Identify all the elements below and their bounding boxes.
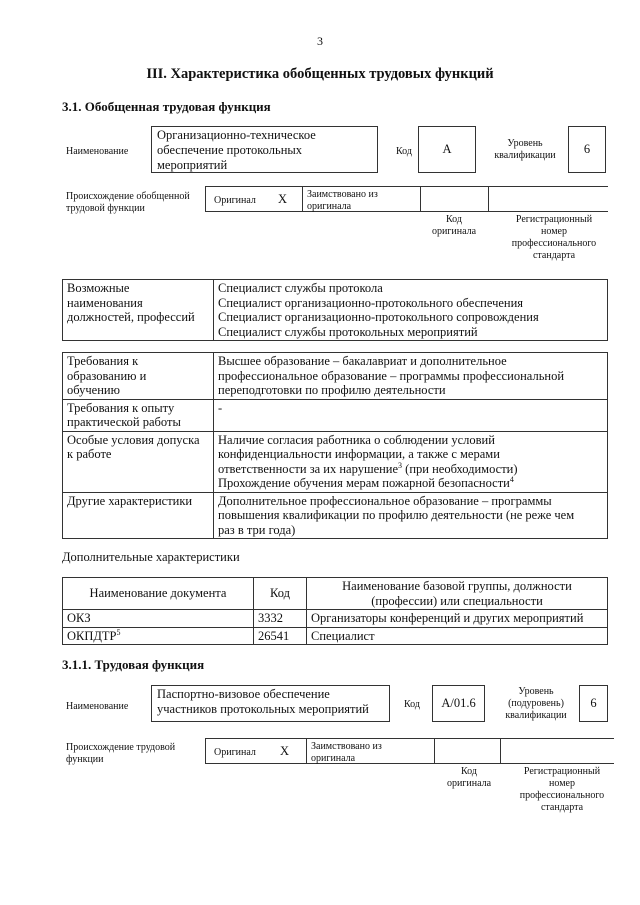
req-value-line: переподготовки по профилю деятельности <box>218 383 446 397</box>
footnote-ref: 5 <box>116 627 121 637</box>
additional-table <box>62 577 608 645</box>
tf-name-line: участников протокольных мероприятий <box>157 702 369 716</box>
tf-code-original-line: Код <box>461 766 477 777</box>
tf-name-box <box>151 685 390 722</box>
gtf-reg-number-line: Регистрационный <box>515 214 593 225</box>
tf-code-box: А/01.6 <box>432 685 485 722</box>
table-row <box>63 431 608 492</box>
tf-code-label: Код <box>404 699 420 710</box>
gtf-reg-number-line: профессионального <box>511 238 597 249</box>
tf-level-label-line: Уровень <box>518 686 554 697</box>
req-label-line: Другие характеристики <box>67 493 193 508</box>
positions-label-line: наименования <box>67 295 143 310</box>
table-row <box>63 610 608 628</box>
gtf-reg-number-line: номер <box>541 226 567 237</box>
tf-borrowed-label-line: Заимствовано из <box>311 741 382 752</box>
tf-heading: 3.1.1. Трудовая функция <box>62 657 205 672</box>
req-value-line: Наличие согласия работника о соблюдении условий <box>218 432 495 447</box>
tf-reg-number-line: Регистрационный <box>523 766 601 777</box>
gtf-origin-label <box>66 191 190 215</box>
tf-level-label <box>496 686 576 722</box>
gtf-borrowed-label-line: оригинала <box>307 201 352 212</box>
tf-origin-label-line: функции <box>66 754 104 765</box>
gtf-code-original-line: оригинала <box>431 226 477 237</box>
req-value-line: Высшее образование – бакалавриат и дополнительное <box>218 354 507 368</box>
gtf-name-line: обеспечение протокольных <box>157 143 303 157</box>
cell-doc: ОКПДТР$^5$ <box>63 627 254 645</box>
req-value-line: ответственности за их нарушение$^3$ (при необходимости) <box>218 460 518 476</box>
positions-table <box>62 279 608 341</box>
req-value-line: конфиденциальности информации, а также с мерами <box>218 447 500 461</box>
tf-level-box: 6 <box>579 685 608 722</box>
gtf-code-label: Код <box>396 146 412 157</box>
tf-reg-number-line: профессионального <box>519 790 605 801</box>
gtf-code-original <box>420 214 488 238</box>
req-label-line: Требования к опыту <box>67 400 175 415</box>
tf-original-label: Оригинал <box>214 747 256 758</box>
header-group-line: Наименование базовой группы, должности <box>342 579 572 593</box>
page-number: 3 <box>317 34 323 48</box>
tf-code-original-line: оригинала <box>446 778 492 789</box>
tf-reg-number <box>502 766 622 814</box>
gtf-name-box <box>151 126 378 173</box>
tf-origin-table <box>205 738 614 764</box>
header-code: Код <box>254 578 307 610</box>
position-item: Специалист службы протокола <box>218 281 383 295</box>
cell-code: 26541 <box>254 627 307 645</box>
gtf-level-label-line: Уровень <box>507 138 543 149</box>
tf-name-label: Наименование <box>66 701 129 712</box>
requirements-table <box>62 352 608 539</box>
tf-name-line: Паспортно-визовое обеспечение <box>157 687 330 701</box>
gtf-reg-number-line: стандарта <box>532 250 576 261</box>
tf-origin-label <box>66 742 175 766</box>
position-item: Специалист организационно-протокольного сопровождения <box>218 310 539 324</box>
header-group-line: (профессии) или специальности <box>371 593 543 608</box>
tf-borrowed-label-line: оригинала <box>311 753 356 764</box>
position-item: Специалист службы протокольных мероприятий <box>218 324 478 339</box>
tf-original-mark: X <box>280 744 290 758</box>
gtf-origin-label-line: трудовой функции <box>66 203 145 214</box>
cell-code: 3332 <box>254 610 307 628</box>
tf-origin-label-line: Происхождение трудовой <box>66 742 176 753</box>
table-row <box>63 399 608 431</box>
gtf-name-line: мероприятий <box>157 158 228 172</box>
req-value-line: Дополнительное профессиональное образование – программы <box>218 493 552 508</box>
gtf-level-label-line: квалификации <box>494 150 556 161</box>
positions-label <box>63 280 214 341</box>
additional-title: Дополнительные характеристики <box>62 550 240 564</box>
gtf-level-box: 6 <box>568 126 606 173</box>
req-label-line: образованию и <box>67 368 147 383</box>
tf-reg-number-line: номер <box>549 778 575 789</box>
req-value-line: раз в три года) <box>218 522 296 537</box>
footnote-ref: 4 <box>509 474 514 484</box>
tf-level-label-line: квалификации <box>505 710 567 721</box>
cell-name: Организаторы конференций и других мероприятий <box>307 610 608 628</box>
table-row <box>63 492 608 539</box>
req-value-line: Прохождение обучения мерам пожарной безопасности$^4$ <box>218 474 514 490</box>
gtf-code-original-line: Код <box>446 214 462 225</box>
gtf-name-line: Организационно-техническое <box>157 128 316 142</box>
tf-reg-number-line: стандарта <box>540 802 584 813</box>
gtf-original-mark: X <box>278 192 288 206</box>
tf-borrowed-label <box>311 741 382 765</box>
section-title: III. Характеристика обобщенных трудовых функций <box>146 66 494 82</box>
position-item: Специалист организационно-протокольного обеспечения <box>218 295 524 310</box>
header-doc: Наименование документа <box>63 578 254 610</box>
table-row <box>63 627 608 645</box>
gtf-origin-table <box>205 186 608 212</box>
tf-code-original <box>436 766 502 790</box>
req-value-line: профессиональное образование – программы профессиональной <box>218 368 565 383</box>
req-label-line: к работе <box>67 447 112 461</box>
req-value-line: повышения квалификации по профилю деятельности (не реже чем <box>218 508 575 522</box>
gtf-reg-number <box>494 214 614 262</box>
tf-level-label-line: (подуровень) <box>508 698 564 709</box>
footnote-ref: 3 <box>398 460 403 470</box>
gtf-original-label: Оригинал <box>214 195 256 206</box>
cell-name: Специалист <box>307 627 608 645</box>
gtf-name-label: Наименование <box>66 146 129 157</box>
gtf-borrowed-label <box>307 189 378 213</box>
req-label-line: Особые условия допуска <box>67 432 200 447</box>
gtf-borrowed-label-line: Заимствовано из <box>307 189 378 200</box>
positions-label-line: должностей, профессий <box>67 310 195 324</box>
positions-label-line: Возможные <box>67 281 130 295</box>
header-group <box>307 578 608 610</box>
req-value-line: - <box>218 400 223 415</box>
cell-doc: ОКЗ <box>63 610 254 628</box>
table-header-row <box>63 578 608 610</box>
table-row <box>63 353 608 400</box>
positions-values <box>214 280 608 341</box>
req-label-line: обучению <box>67 383 120 397</box>
gtf-level-label <box>482 138 568 162</box>
req-label-line: Требования к <box>67 354 139 368</box>
gtf-heading: 3.1. Обобщенная трудовая функция <box>62 99 271 114</box>
gtf-origin-label-line: Происхождение обобщенной <box>66 191 190 202</box>
gtf-code-box: А <box>418 126 476 173</box>
req-label-line: практической работы <box>67 415 181 429</box>
